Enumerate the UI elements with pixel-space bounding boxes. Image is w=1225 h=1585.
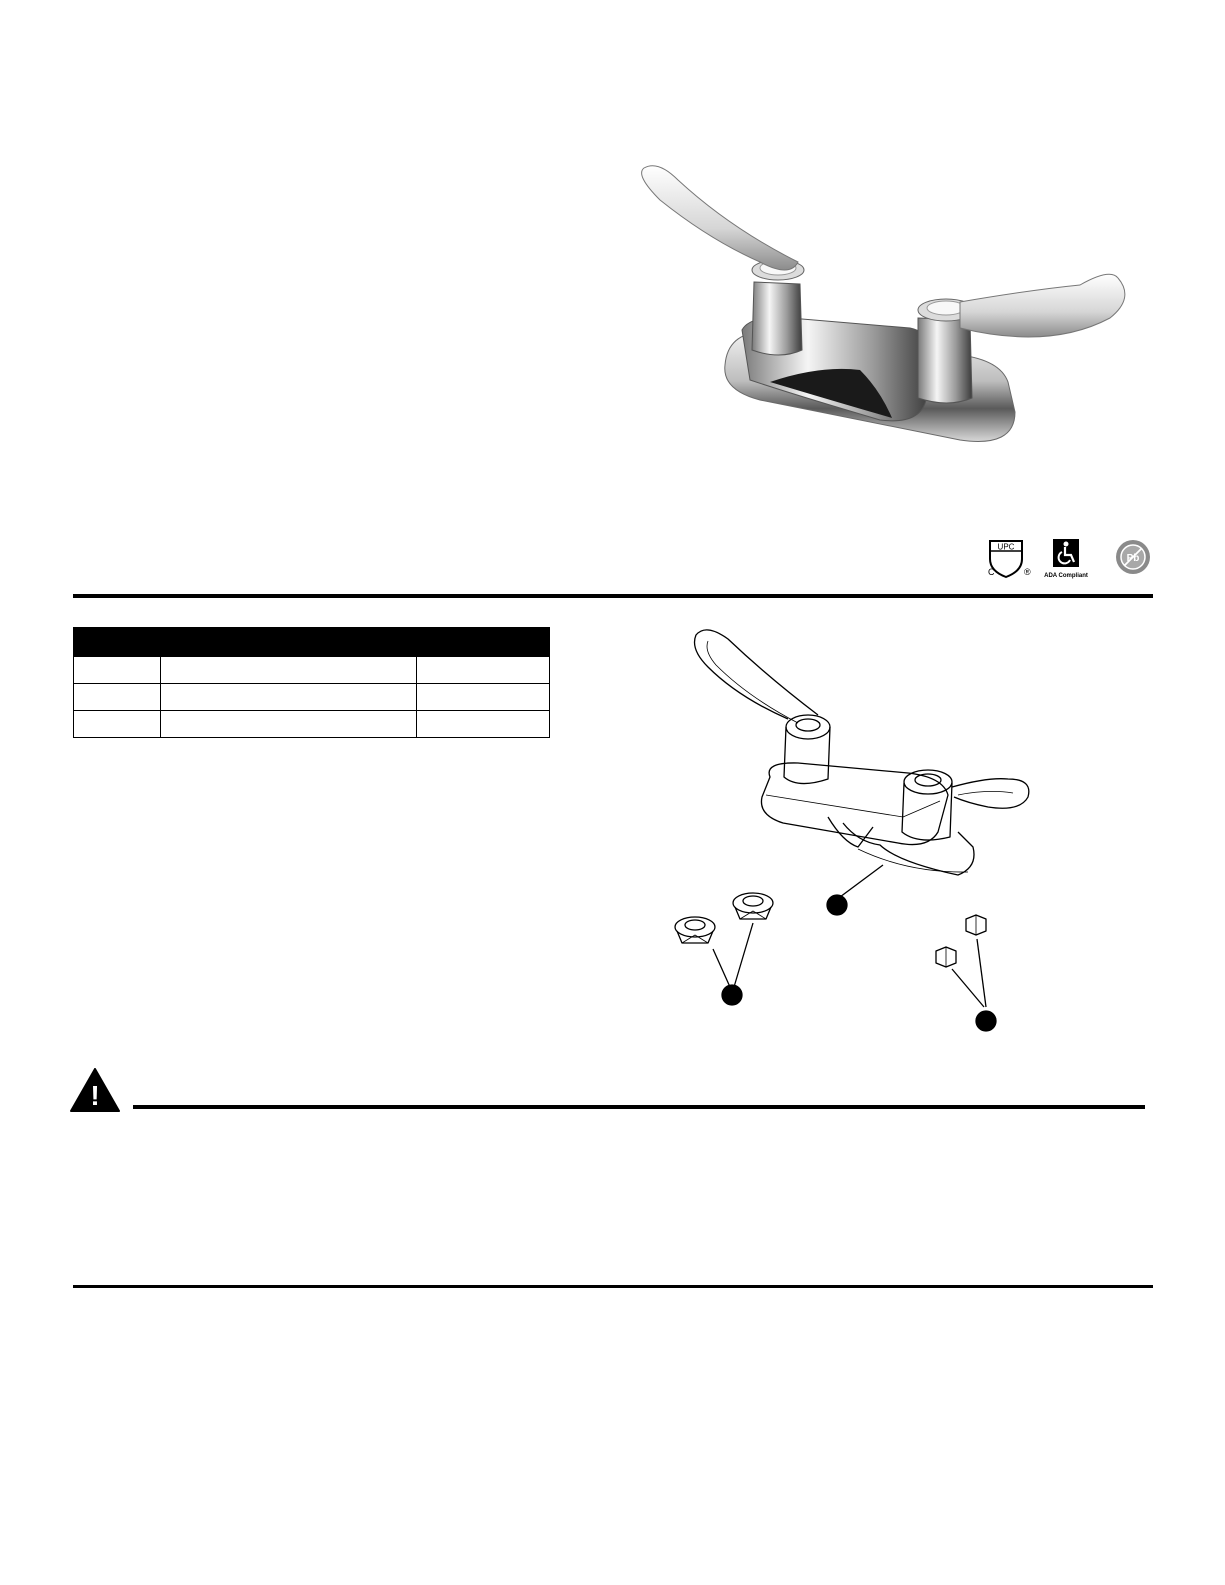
col-description-header (161, 628, 417, 657)
upc-registered-mark: ® (1024, 567, 1031, 577)
part-cell (74, 684, 161, 711)
table-row (74, 657, 550, 684)
upc-certification-icon (988, 541, 1031, 577)
description-cell (161, 711, 417, 738)
lead-free-seal-icon (1116, 540, 1150, 574)
col-part-header (74, 628, 161, 657)
table-header-row (74, 628, 550, 657)
section-divider-top (73, 594, 1153, 598)
col-quantity-header (417, 628, 550, 657)
description-cell (161, 684, 417, 711)
faucet-product-photo (630, 150, 1150, 450)
exploded-parts-diagram (668, 627, 1048, 1047)
table-row (74, 684, 550, 711)
callout-marker-b (722, 985, 742, 1005)
callout-marker-c (976, 1011, 996, 1031)
quantity-cell (417, 711, 550, 738)
ada-compliant-icon (1044, 539, 1088, 579)
part-cell (74, 711, 161, 738)
warning-triangle-icon (70, 1068, 120, 1112)
description-cell (161, 657, 417, 684)
coupling-nuts-drawing (936, 915, 986, 1007)
table-row (74, 711, 550, 738)
warning-exclamation: ! (90, 1080, 100, 1111)
section-divider-bottom (73, 1285, 1153, 1288)
upc-c-mark: C (988, 567, 995, 577)
certification-marks (988, 539, 1150, 579)
warning-divider (133, 1105, 1145, 1109)
callout-marker-a (827, 895, 847, 915)
lead-free-label: Pb (1126, 553, 1140, 564)
mounting-gaskets-drawing (675, 893, 773, 987)
quantity-cell (417, 657, 550, 684)
ada-compliant-label: ADA Compliant (1044, 573, 1088, 579)
faucet-line-drawing (695, 630, 1029, 897)
part-cell (74, 657, 161, 684)
parts-list-table (73, 627, 550, 738)
quantity-cell (417, 684, 550, 711)
upc-letters: UPC (997, 542, 1015, 552)
